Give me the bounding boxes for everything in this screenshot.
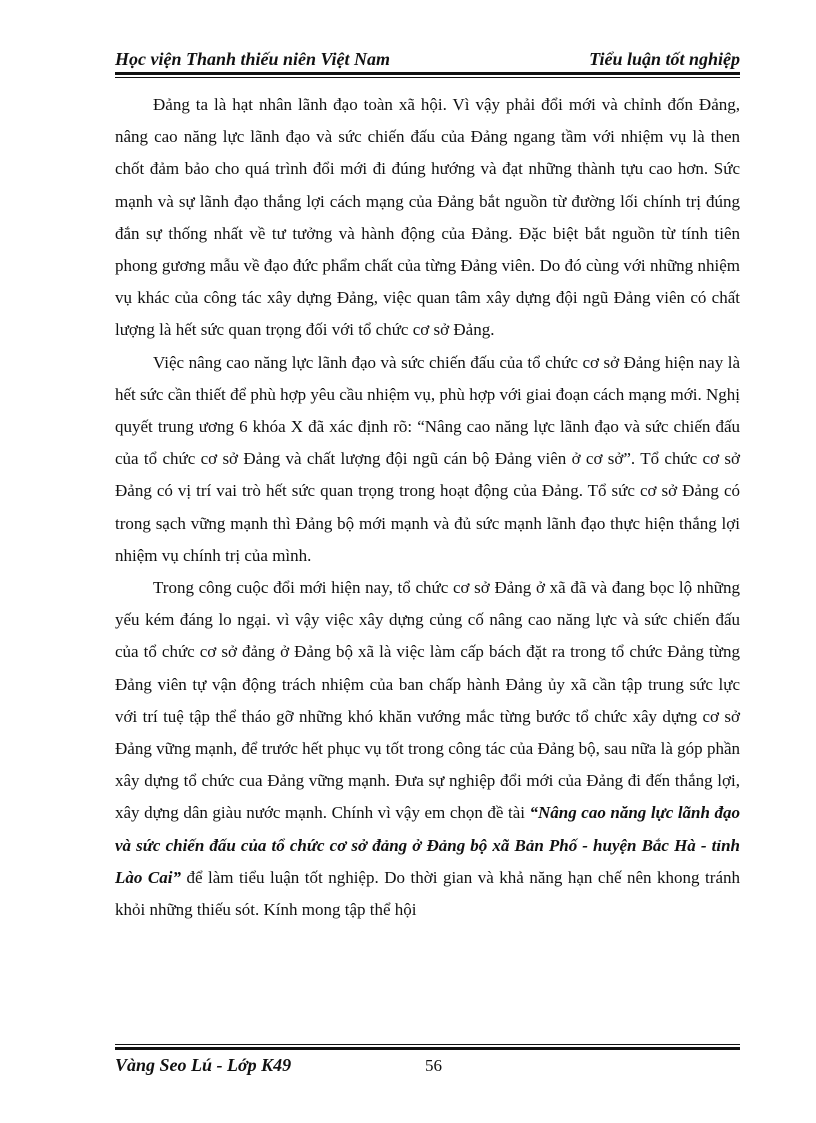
body-text <box>115 89 740 926</box>
footer-author: Vàng Seo Lú - Lớp K49 <box>115 1055 292 1075</box>
header-rule-thick <box>115 72 740 75</box>
paragraph-3-start: Trong công cuộc đổi mới hiện nay, tổ chức cơ sở Đảng ở xã đã và đang bọc lộ những yếu kém đáng lo ngại. vì vậy việc xây dựng củng cố nâng cao năng lực và sức chiến đấu của tổ chức cơ sở đảng ở Đảng bộ xã là việc làm cấp bách đặt ra trong tổ chức Đảng từng Đảng viên tự vận động trách nhiệm của ban chấp hành Đảng ủy xã cần tập trung sức lực với trí tuệ tập thể tháo gỡ những khó khăn vướng mắc từng bước tổ chức xây dựng cơ sở Đảng vững mạnh, để trước hết phục vụ tốt trong công tác của Đảng bộ, sau nữa là góp phần xây dựng tổ chức cua Đảng vững mạnh. Đưa sự nghiệp đổi mới của Đảng đi đến thắng lợi, xây dựng dân giàu nước mạnh. Chính vì vậy em chọn đề tài <box>115 578 740 823</box>
paragraph-3-end: để làm tiểu luận tốt nghiệp. Do thời gian và khả năng hạn chế nên khong tránh khỏi những thiếu sót. Kính mong tập thể hội <box>115 867 740 920</box>
footer-rule-thin <box>115 1044 740 1045</box>
header-rule-thin <box>115 77 740 78</box>
thesis-title: “Nâng cao năng lực lãnh đạo và sức chiến đấu của tổ chức cơ sở đảng ở Đảng bộ xã Bản Phố - huyện Bắc Hà - tỉnh Lào Cai” <box>115 803 740 887</box>
page-header <box>115 44 740 72</box>
header-institution: Học viện Thanh thiếu niên Việt Nam <box>115 49 391 69</box>
paragraph-1: Đảng ta là hạt nhân lãnh đạo toàn xã hội. Vì vậy phải đổi mới và chỉnh đốn Đảng, nâng cao năng lực lãnh đạo và sức chiến đấu của Đảng ngang tầm với nhiệm vụ là then chốt đảm bảo cho quá trình đổi mới đi đúng hướng và đạt những thành tựu cao hơn. Sức mạnh và sự lãnh đạo thắng lợi cách mạng của Đảng bắt nguồn từ đường lối chính trị đúng đắn sự thống nhất về tư tưởng và hành động của Đảng. Đặc biệt bắt nguồn từ tính tiên phong gương mẫu về đạo đức phẩm chất của từng Đảng viên. Do đó cùng với những nhiệm vụ khác của công tác xây dựng Đảng, việc quan tâm xây dựng đội ngũ Đảng viên có chất lượng là hết sức quan trọng đối với tổ chức cơ sở Đảng. <box>115 95 740 340</box>
page-number: 56 <box>425 1056 442 1075</box>
footer-rule-thick <box>115 1047 740 1050</box>
paragraph-2: Việc nâng cao năng lực lãnh đạo và sức chiến đấu của tổ chức cơ sở Đảng hiện nay là hết sức cần thiết để phù hợp yêu cầu nhiệm vụ, phù hợp với giai đoạn cách mạng mới. Nghị quyết trung ương 6 khóa X đã xác định rõ: “Nâng cao năng lực lãnh đạo và sức chiến đấu của tổ chức cơ sở Đảng và chất lượng đội ngũ cán bộ Đảng viên ở cơ sở”. Tổ chức cơ sở Đảng có vị trí vai trò hết sức quan trọng trong hoạt động của Đảng. Tổ sức cơ sở Đảng có trong sạch vững mạnh thì Đảng bộ mới mạnh và đủ sức mạnh lãnh đạo thực hiện thắng lợi nhiệm vụ chính trị của mình. <box>115 352 740 565</box>
header-document-type: Tiểu luận tốt nghiệp <box>589 49 740 69</box>
paragraph-3 <box>115 572 740 926</box>
